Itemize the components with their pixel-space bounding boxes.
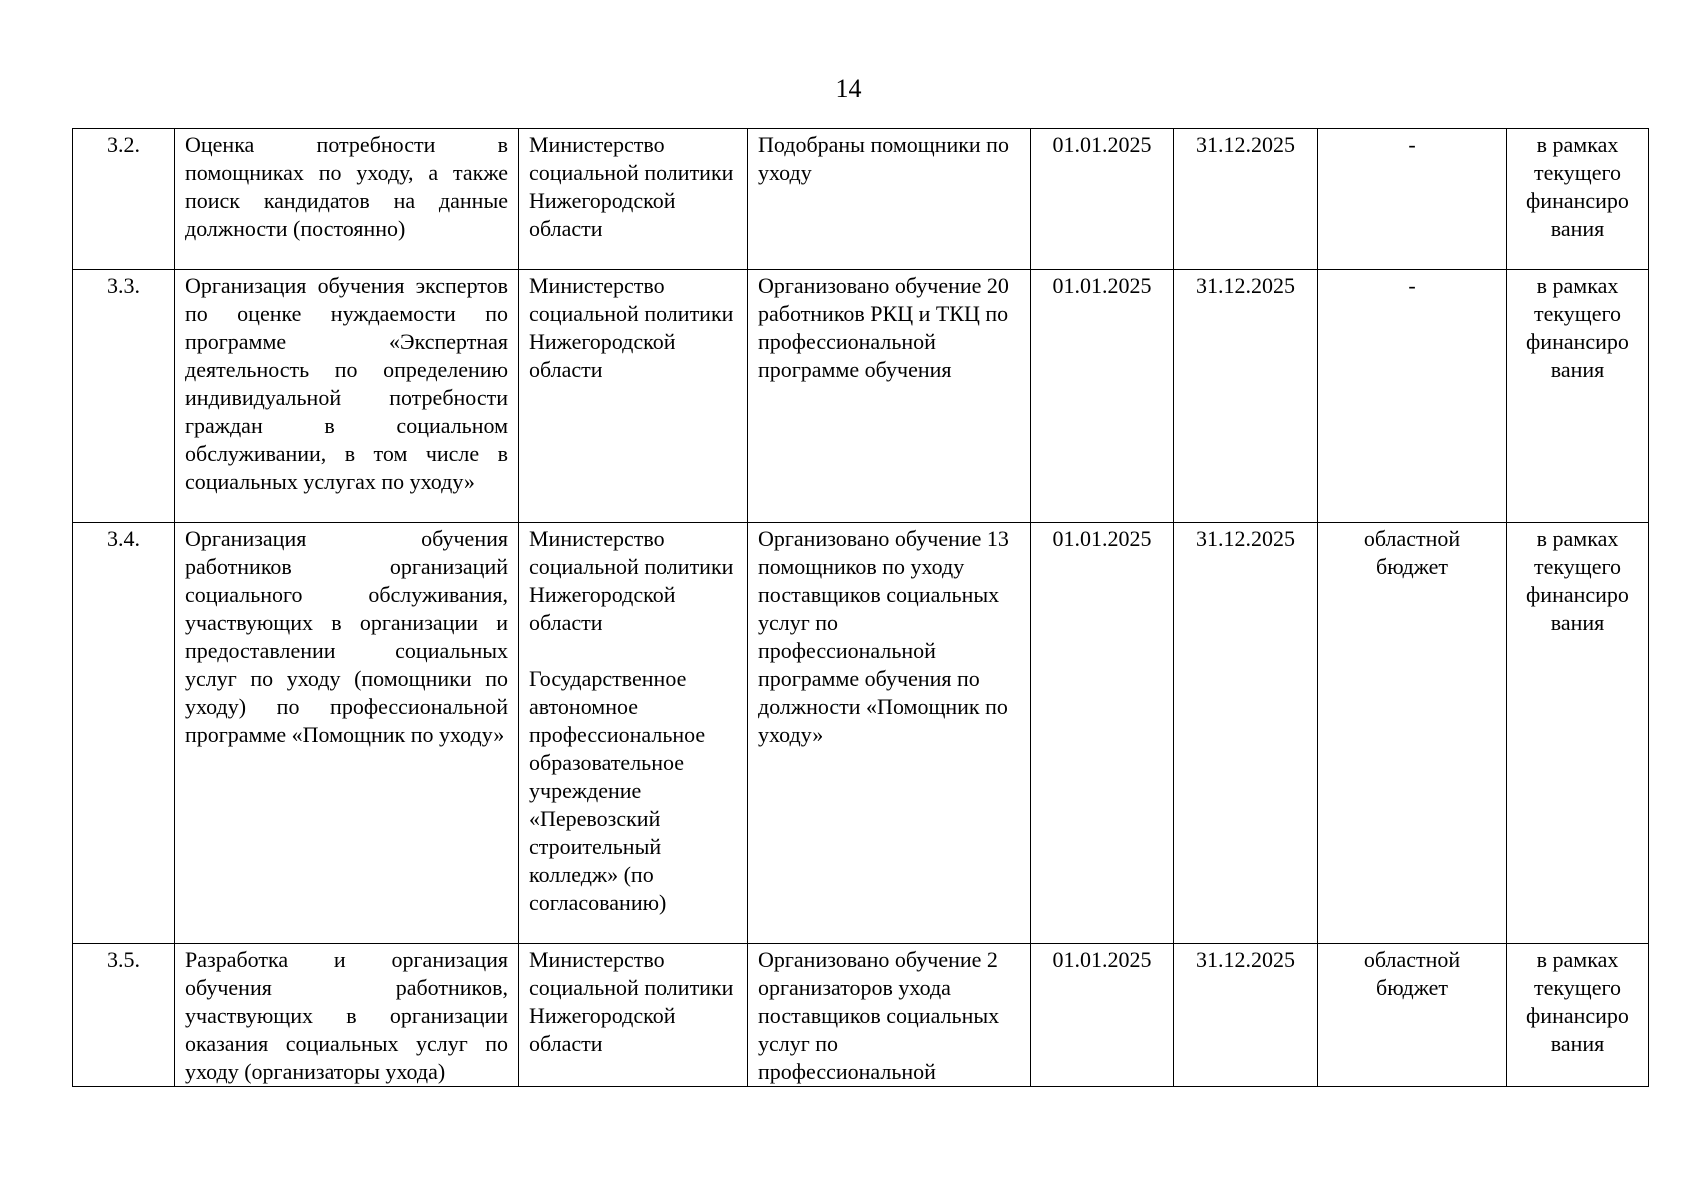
item-number: 3.3. [73, 270, 175, 523]
funding-volume: в рамках текущего финансиро вания [1507, 523, 1649, 944]
executor-text: Министерство социальной политики Нижегородской области [529, 947, 734, 1056]
table-row [73, 523, 1649, 944]
item-number: 3.2. [73, 129, 175, 270]
measure-name: Организация обучения экспертов по оценке нуждаемости по программе «Экспертная деятельность по определению индивидуальной потребности граждан в социальном обслуживании, в том числе в социальных услугах по уходу» [175, 270, 519, 523]
page-number: 14 [835, 74, 862, 103]
funding-source: областной бюджет [1318, 944, 1507, 1087]
executor-text: Министерство социальной политики Нижегородской области [529, 132, 734, 241]
funding-volume: в рамках текущего финансиро вания [1507, 270, 1649, 523]
funding-source: - [1318, 270, 1507, 523]
funding-source: областной бюджет [1318, 523, 1507, 944]
start-date: 01.01.2025 [1031, 270, 1174, 523]
end-date: 31.12.2025 [1174, 270, 1318, 523]
expected-result: Подобраны помощники по уходу [748, 129, 1031, 270]
co-executor-text: Государственное автономное профессиональное образовательное учреждение «Перевозский строительный колледж» (по согласованию) [529, 666, 706, 915]
executor-text: Министерство социальной политики Нижегородской области [529, 526, 734, 635]
expected-result: Организовано обучение 20 работников РКЦ и ТКЦ по профессиональной программе обучения [748, 270, 1031, 523]
item-number: 3.5. [73, 944, 175, 1087]
item-number: 3.4. [73, 523, 175, 944]
start-date: 01.01.2025 [1031, 944, 1174, 1087]
measure-name: Организация обучения работников организаций социального обслуживания, участвующих в организации и предоставлении социальных услуг по уходу (помощники по уходу) по профессиональной программе «Помощник по уходу» [175, 523, 519, 944]
end-date: 31.12.2025 [1174, 523, 1318, 944]
expected-result: Организовано обучение 13 помощников по уходу поставщиков социальных услуг по профессиональной программе обучения по должности «Помощник по уходу» [748, 523, 1031, 944]
funding-source: - [1318, 129, 1507, 270]
table-row [73, 944, 1649, 1087]
measures-table [72, 128, 1649, 1087]
start-date: 01.01.2025 [1031, 523, 1174, 944]
funding-volume: в рамках текущего финансиро вания [1507, 129, 1649, 270]
end-date: 31.12.2025 [1174, 944, 1318, 1087]
start-date: 01.01.2025 [1031, 129, 1174, 270]
executor-text: Министерство социальной политики Нижегородской области [529, 273, 734, 382]
responsible-executor [519, 129, 748, 270]
responsible-executor [519, 944, 748, 1087]
responsible-executor [519, 523, 748, 944]
table-row [73, 129, 1649, 270]
measure-name: Оценка потребности в помощниках по уходу, а также поиск кандидатов на данные должности (постоянно) [175, 129, 519, 270]
table-row [73, 270, 1649, 523]
funding-volume: в рамках текущего финансиро вания [1507, 944, 1649, 1087]
end-date: 31.12.2025 [1174, 129, 1318, 270]
measure-name: Разработка и организация обучения работников, участвующих в организации оказания социальных услуг по уходу (организаторы ухода) [175, 944, 519, 1087]
responsible-executor [519, 270, 748, 523]
expected-result: Организовано обучение 2 организаторов ухода поставщиков социальных услуг по профессиональной [748, 944, 1031, 1087]
